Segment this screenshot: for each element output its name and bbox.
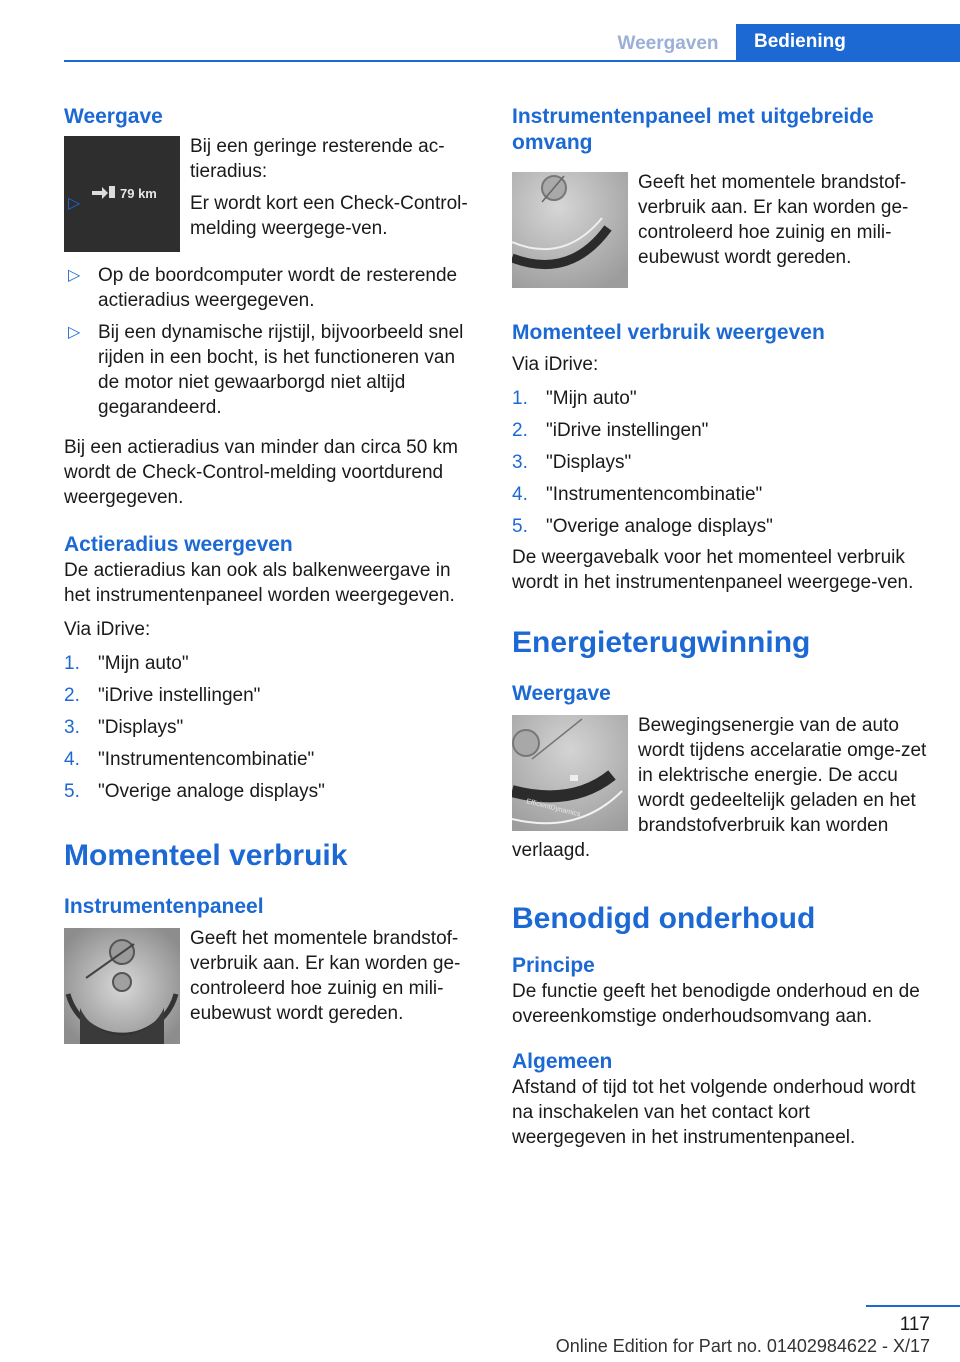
energie-weergave-heading: Weergave bbox=[512, 682, 611, 705]
verbruik-tail: De weergavebalk voor het momenteel verbruik wordt in het instrumentenpaneel weergege-ven. bbox=[512, 547, 914, 593]
list-item: 5. "Overige analoge displays" bbox=[64, 781, 325, 802]
algemeen-text: Afstand of tijd tot het volgende onderhoud wordt na inschakelen van het contact kort weergegeven in het instrumentenpaneel. bbox=[512, 1077, 916, 1148]
instrumentenpaneel-text: Geeft het momentele brandstof-verbruik aan. Er kan worden ge-controleerd hoe zuinig en mili-eubewust wordt gereden. bbox=[190, 928, 461, 1024]
principe-text: De functie geeft het benodigde onderhoud en de overeenkomstige onderhoudsomvang aan. bbox=[512, 981, 920, 1027]
list-item: ▷ Er wordt kort een Check-Control-melding weergege-ven. bbox=[68, 193, 468, 239]
list-item: 3. "Displays" bbox=[64, 717, 184, 738]
actieradius-heading: Actieradius weergeven bbox=[64, 533, 293, 556]
list-item: 3. "Displays" bbox=[512, 452, 632, 473]
page-number: 117 bbox=[899, 1314, 930, 1335]
weergave-bullets-inline bbox=[64, 191, 480, 241]
instrumentenpaneel-figure-block bbox=[64, 926, 480, 1048]
principe-heading: Principe bbox=[512, 954, 595, 977]
battery-icon bbox=[570, 775, 578, 781]
via-idrive: Via iDrive: bbox=[64, 619, 151, 640]
list-item: 1. "Mijn auto" bbox=[512, 388, 637, 409]
triangle-bullet-icon: ▷ bbox=[68, 267, 81, 284]
list-item: ▷ Bij een dynamische rijstijl, bijvoorbeeld snel rijden in een bocht, is het functioneren van de motor niet gewaarborgd niet altijd gegarandeerd. bbox=[68, 322, 464, 418]
instrumentenpaneel-heading: Instrumentenpaneel bbox=[64, 895, 264, 918]
energie-text: Bewegingsenergie van de auto wordt tijdens accelaratie omge-zet in elektrische energie. De accu wordt gedeeltelijk geladen en het brandstofverbruik kan worden verlaagd. bbox=[512, 715, 927, 861]
via-idrive-right: Via iDrive: bbox=[512, 354, 599, 375]
efficient-dynamics-label: EfficientDynamics bbox=[525, 798, 582, 819]
header-section-tab: Weergaven bbox=[617, 33, 719, 54]
left-column bbox=[64, 96, 480, 1048]
onderhoud-title: Benodigd onderhoud bbox=[512, 902, 816, 935]
footer-rule bbox=[866, 1305, 960, 1307]
header-rule bbox=[64, 60, 960, 62]
weergave-intro: Bij een geringe resterende ac-tieradius: bbox=[190, 136, 445, 182]
header-chapter-tab: Bediening bbox=[736, 24, 960, 60]
gauge-image bbox=[64, 928, 180, 1044]
list-item: ▷ Op de boordcomputer wordt de resterende actieradius weergegeven. bbox=[68, 265, 458, 311]
weergave-tail: Bij een actieradius van minder dan circa 50 km wordt de Check-Control-melding voortdurend weergegeven. bbox=[64, 437, 458, 508]
verbruik-title: Momenteel verbruik bbox=[64, 839, 348, 872]
right-column bbox=[512, 96, 928, 1150]
uitgebreid-heading: Instrumentenpaneel met uitgebreide omvang bbox=[512, 105, 874, 154]
gauge-extended-image bbox=[512, 172, 628, 288]
efficient-dynamics-image bbox=[512, 715, 628, 831]
actieradius-text: De actieradius kan ook als balkenweergave in het instrumentenpaneel worden weergegeven. bbox=[64, 560, 455, 606]
actieradius-steps bbox=[64, 648, 480, 808]
weergave-bullets bbox=[64, 263, 480, 420]
list-item: 2. "iDrive instellingen" bbox=[512, 420, 709, 441]
energie-figure-block bbox=[512, 713, 928, 863]
energieterugwinning-title: Energieterugwinning bbox=[512, 626, 811, 659]
list-item: 5. "Overige analoge displays" bbox=[512, 516, 773, 537]
list-item: 4. "Instrumentencombinatie" bbox=[64, 749, 315, 770]
triangle-bullet-icon: ▷ bbox=[68, 324, 81, 341]
uitgebreid-text: Geeft het momentele brandstof-verbruik aan. Er kan worden ge-controleerd hoe zuinig en mili-eubewust wordt gereden. bbox=[638, 172, 909, 268]
uitgebreid-figure-block bbox=[512, 170, 928, 292]
weergave-heading: Weergave bbox=[64, 105, 163, 128]
range-value: 79 km bbox=[120, 186, 157, 201]
algemeen-heading: Algemeen bbox=[512, 1050, 613, 1073]
verbruik-steps bbox=[512, 383, 928, 543]
edition-note: Online Edition for Part no. 01402984622 - X/17 bbox=[555, 1336, 930, 1356]
list-item: 2. "iDrive instellingen" bbox=[64, 685, 261, 706]
list-item: 4. "Instrumentencombinatie" bbox=[512, 484, 763, 505]
momenteel-verbruik-weergeven-heading: Momenteel verbruik weergeven bbox=[512, 321, 825, 344]
weergave-figure-block bbox=[64, 134, 480, 256]
list-item: 1. "Mijn auto" bbox=[64, 653, 189, 674]
triangle-bullet-icon: ▷ bbox=[68, 195, 81, 212]
